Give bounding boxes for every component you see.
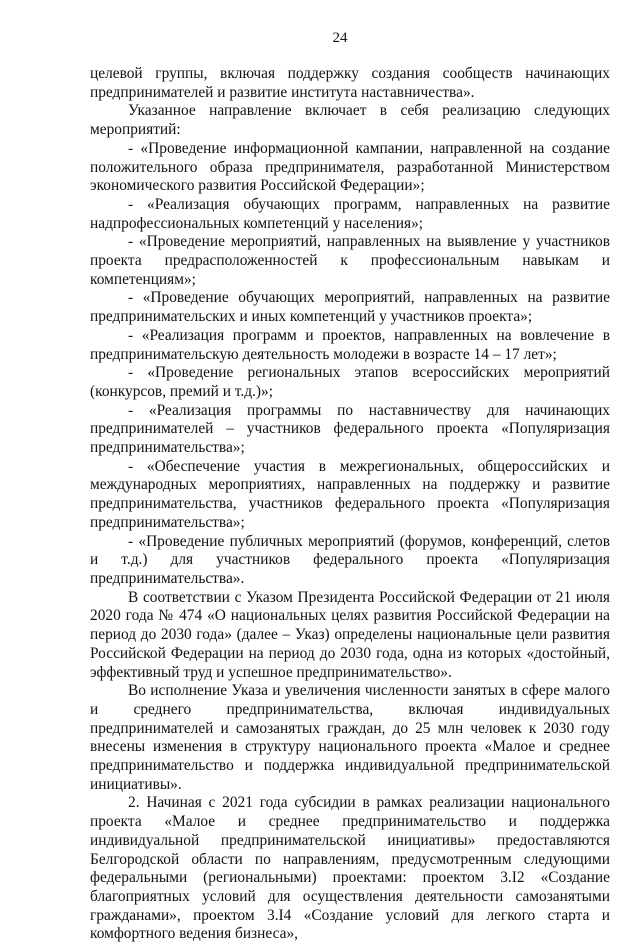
paragraph: В соответствии с Указом Президента Российской Федерации от 21 июля 2020 года № 474 «О национальных целях развития Российской Федерации на период до 2030 года» (далее – Указ) определены национальные цели развития Российской Федерации на период до 2030 года, одна из которых «достойный, эффективный труд и успешное предпринимательство». — [90, 588, 610, 681]
paragraph: - «Проведение обучающих мероприятий, направленных на развитие предпринимательских и иных компетенций у участников проекта»; — [90, 289, 610, 326]
paragraph: - «Проведение информационной кампании, направленной на создание положительного образа предпринимателя, разработанной Министерством экономического развития Российской Федерации»; — [90, 139, 610, 195]
paragraph: - «Обеспечение участия в межрегиональных, общероссийских и международных мероприятиях, направленных на поддержку и развитие предпринимательства, участников федерального проекта «Популяризация предпринимательства»; — [90, 457, 610, 531]
paragraph: 2. Начиная с 2021 года субсидии в рамках реализации национального проекта «Малое и среднее предпринимательство и поддержка индивидуальной предпринимательской инициативы» предоставляются Белгородской области по направлениям, предусмотренным следующими федеральными (региональными) проектами: проектом 3.I2 «Создание благоприятных условий для осуществления деятельности самозанятыми гражданами», проектом 3.I4 «Создание условий для легкого старта и комфортного ведения бизнеса», — [90, 794, 610, 943]
document-body — [90, 65, 610, 944]
paragraph: - «Реализация программ и проектов, направленных на вовлечение в предпринимательскую деятельность молодежи в возрасте 14 – 17 лет»; — [90, 326, 610, 363]
paragraph: - «Проведение региональных этапов всероссийских мероприятий (конкурсов, премий и т.д.)»; — [90, 364, 610, 400]
paragraph: Указанное направление включает в себя реализацию следующих мероприятий: — [90, 102, 610, 139]
paragraph: - «Проведение мероприятий, направленных на выявление у участников проекта предрасположенностей к профессиональным навыкам и компетенциям»; — [90, 233, 610, 288]
paragraph: - «Реализация программы по наставничеству для начинающих предпринимателей – участников федерального проекта «Популяризация предпринимательства»; — [90, 401, 610, 457]
paragraph: - «Реализация обучающих программ, направленных на развитие надпрофессиональных компетенций у населения»; — [90, 195, 610, 232]
paragraph: Во исполнение Указа и увеличения численности занятых в сфере малого и среднего предпринимательства, включая индивидуальных предпринимателей и самозанятых граждан, до 25 млн человек к 2030 году внесены изменения в структуру национального проекта «Малое и среднее предпринимательство и поддержка индивидуальной предпринимательской инициативы». — [90, 682, 610, 793]
paragraph: целевой группы, включая поддержку создания сообществ начинающих предпринимателей и развитие института наставничества». — [90, 65, 610, 101]
page-number: 24 — [332, 30, 348, 46]
paragraph: - «Проведение публичных мероприятий (форумов, конференций, слетов и т.д.) для участников федерального проекта «Популяризация предпринимательства». — [90, 532, 610, 587]
